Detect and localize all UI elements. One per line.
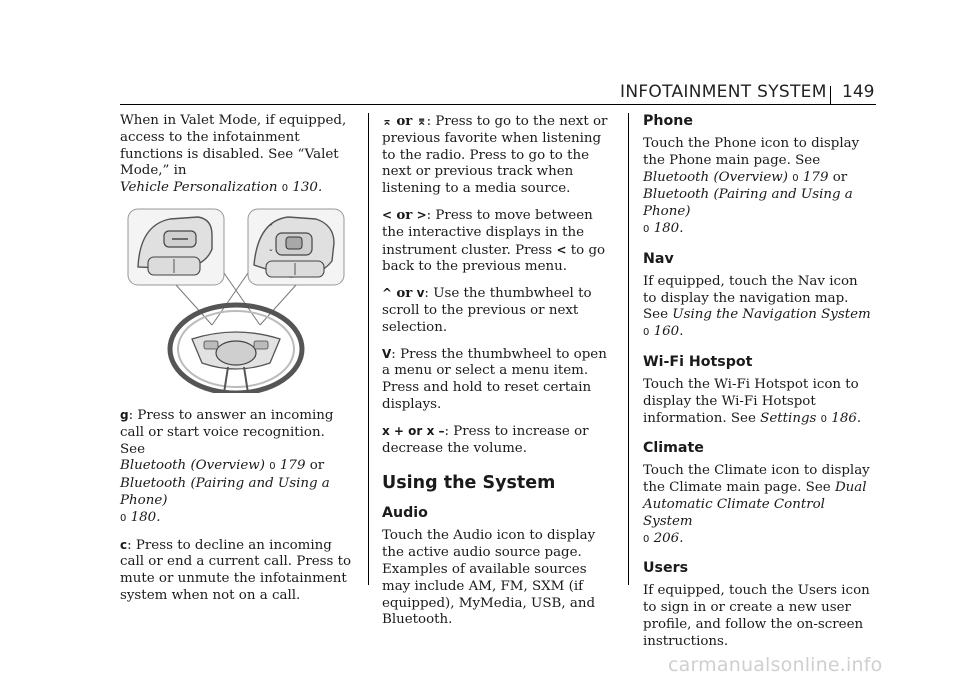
users-paragraph: If equipped, touch the Users icon to sign in or create a new user profile, and follow the on-screen instructions. (643, 583, 870, 649)
select-check-icon: V (382, 346, 392, 361)
nav-heading: Nav (643, 250, 674, 267)
volume-up-icon: x + or (382, 423, 423, 438)
users-heading: Users (643, 560, 689, 577)
column-1 (120, 113, 352, 614)
phone-paragraph: Touch the Phone icon to display the Phone main page. See Bluetooth (Overview) 0 179 or Bluetooth (Pairing and Using a Phone) 0 180. (643, 136, 860, 236)
next-favorite-icon: ⌆ (416, 114, 427, 128)
page-ref-icon: 0 (820, 413, 828, 425)
column-divider-1 (368, 113, 369, 585)
bluetooth-pairing-link[interactable]: Bluetooth (Pairing and Using a Phone) (643, 187, 853, 220)
volume-paragraph: x + or x –: Press to increase or decrease the volume. (382, 423, 589, 456)
down-arrow-icon: v (416, 286, 425, 301)
answer-call-icon: g (120, 407, 129, 422)
page-ref-icon: 0 (792, 172, 799, 184)
watermark: carmanualsonline.info (668, 654, 883, 676)
column-divider-2 (628, 113, 629, 585)
audio-heading: Audio (382, 505, 428, 522)
climate-heading: Climate (643, 440, 704, 457)
up-arrow-icon: ^ (382, 286, 393, 301)
bluetooth-overview-link[interactable]: Bluetooth (Overview) (643, 169, 788, 185)
favorite-paragraph: ⌅ or ⌆: Press to go to the next or previous favorite when listening to the radio. Press to go to the next or previous track when listening to a media source. (382, 113, 608, 197)
decline-call-icon: c (120, 537, 128, 552)
page-ref-icon: 0 (269, 461, 276, 473)
wifi-hotspot-heading: Wi-Fi Hotspot (643, 353, 753, 370)
page-ref-icon: 0 (643, 327, 650, 339)
column-2 (382, 113, 614, 638)
column-3 (643, 113, 875, 660)
wifi-paragraph: Touch the Wi-Fi Hotspot icon to display the Wi-Fi Hotspot information. See Settings 0 186. (643, 376, 862, 426)
valet-ref-page[interactable]: 130 (292, 180, 318, 196)
page-ref-icon: 0 (281, 183, 289, 195)
climate-control-link[interactable]: Dual Automatic Climate Control System (643, 480, 867, 529)
phone-heading: Phone (643, 113, 693, 129)
steering-wheel-controls-illustration (120, 207, 352, 393)
valet-ref-link[interactable]: Vehicle Personalization (120, 180, 278, 196)
section-heading: Using the System (382, 473, 556, 494)
climate-paragraph: Touch the Climate icon to display the Climate main page. See Dual Automatic Climate Control System 0 206. (643, 463, 870, 546)
right-arrow-icon: > (416, 207, 427, 222)
bluetooth-overview-link[interactable]: Bluetooth (Overview) (120, 458, 265, 474)
valet-text: When in Valet Mode, if equipped, access to the infotainment functions is disabled. See “Valet Mode,” in (120, 113, 347, 179)
header-divider (830, 86, 831, 104)
decline-call-paragraph: c: Press to decline an incoming call or end a current call. Press to mute or unmute the infotainment system when not on a call. (120, 537, 352, 603)
page-number: 149 (842, 82, 875, 102)
volume-down-icon: x – (426, 423, 445, 438)
page-ref-icon: 0 (120, 512, 127, 524)
settings-link[interactable]: Settings (760, 410, 817, 426)
svg-text:⌄: ⌄ (268, 244, 274, 253)
svg-text:⌃: ⌃ (268, 222, 274, 231)
interactive-display-paragraph: < or >: Press to move between the interactive displays in the instrument cluster. Press < to go back to the previous menu. (382, 206, 606, 275)
header-rule (120, 104, 876, 105)
navigation-system-link[interactable]: Using the Navigation System (672, 307, 871, 323)
answer-call-paragraph: g: Press to answer an incoming call or start voice recognition. See Bluetooth (Overview) 0 179 or Bluetooth (Pairing and Using a Phone) 0 180. (120, 407, 334, 525)
section-title: INFOTAINMENT SYSTEM (620, 82, 827, 102)
page-ref-icon: 0 (643, 533, 650, 545)
audio-paragraph: Touch the Audio icon to display the active audio source page. Examples of available sources may include AM, FM, SXM (if equipped), MyMedia, USB, and Bluetooth. (382, 528, 596, 628)
bluetooth-pairing-link[interactable]: Bluetooth (Pairing and Using a Phone) (120, 476, 330, 508)
thumbwheel-scroll-paragraph: ^ or v: Use the thumbwheel to scroll to the previous or next selection. (382, 285, 592, 335)
nav-paragraph: If equipped, touch the Nav icon to display the navigation map. See Using the Navigation System 0 160. (643, 273, 871, 340)
left-arrow-icon: < (556, 242, 567, 257)
thumbwheel-select-paragraph: V: Press the thumbwheel to open a menu or select a menu item. Press and hold to reset certain displays. (382, 346, 607, 412)
page-ref-icon: 0 (643, 223, 650, 235)
valet-paragraph: When in Valet Mode, if equipped, access to the infotainment functions is disabled. See “Valet Mode,” in Vehicle Personalization 0 130. (120, 113, 347, 196)
previous-favorite-icon: ⌅ (382, 114, 393, 128)
left-arrow-icon: < (382, 207, 393, 222)
